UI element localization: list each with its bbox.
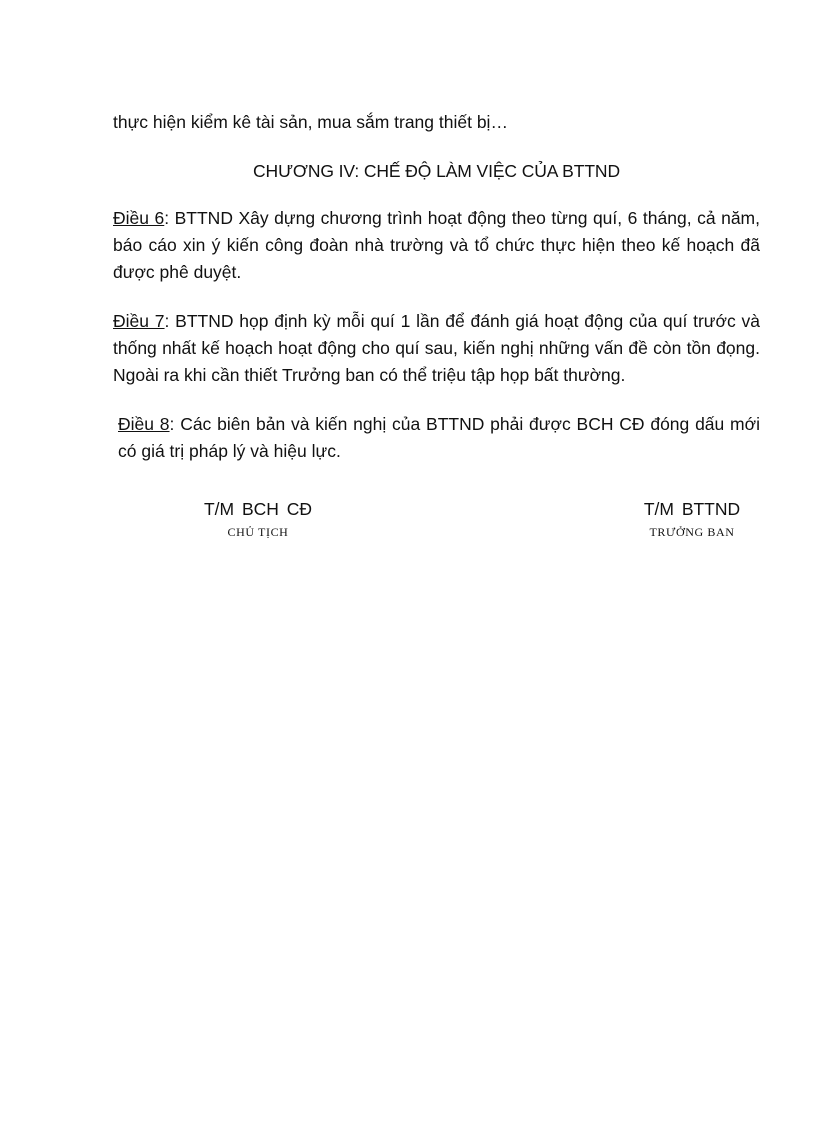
- article-8: [113, 411, 760, 465]
- signature-right: [612, 498, 772, 540]
- article-8-text: : Các biên bản và kiến nghị của BTTND phải được BCH CĐ đóng dấu mới có giá trị pháp lý và hiệu lực.: [118, 414, 761, 461]
- article-6: [113, 205, 760, 286]
- chapter-heading: CHƯƠNG IV: CHẾ ĐỘ LÀM VIỆC CỦA BTTND: [253, 161, 620, 181]
- article-8-label: Điều 8: [118, 414, 170, 434]
- signature-block: [0, 498, 816, 558]
- signature-right-role: TRƯỞNG BAN: [649, 525, 735, 539]
- article-7: [113, 308, 760, 389]
- signature-left: [178, 498, 338, 540]
- signature-right-org: T/M BTTND: [643, 499, 741, 519]
- document-body: [113, 109, 760, 465]
- article-7-text: : BTTND họp định kỳ mỗi quí 1 lần để đánh giá hoạt động của quí trước và thống nhất kế hoạch hoạt động cho quí sau, kiến nghị những vấn đề còn tồn đọng. Ngoài ra khi cần thiết Trưởng ban có thể triệu tập họp bất thường.: [113, 311, 761, 385]
- continuation-line: thực hiện kiểm kê tài sản, mua sắm trang thiết bị…: [113, 112, 508, 132]
- article-6-text: : BTTND Xây dựng chương trình hoạt động theo từng quí, 6 tháng, cả năm, báo cáo xin ý kiến công đoàn nhà trường và tổ chức thực hiện theo kế hoạch đã được phê duyệt.: [113, 208, 760, 282]
- article-6-label: Điều 6: [113, 208, 165, 228]
- article-7-label: Điều 7: [113, 311, 165, 331]
- signature-left-org: T/M BCH CĐ: [203, 499, 313, 519]
- signature-left-role: CHỦ TỊCH: [227, 525, 289, 539]
